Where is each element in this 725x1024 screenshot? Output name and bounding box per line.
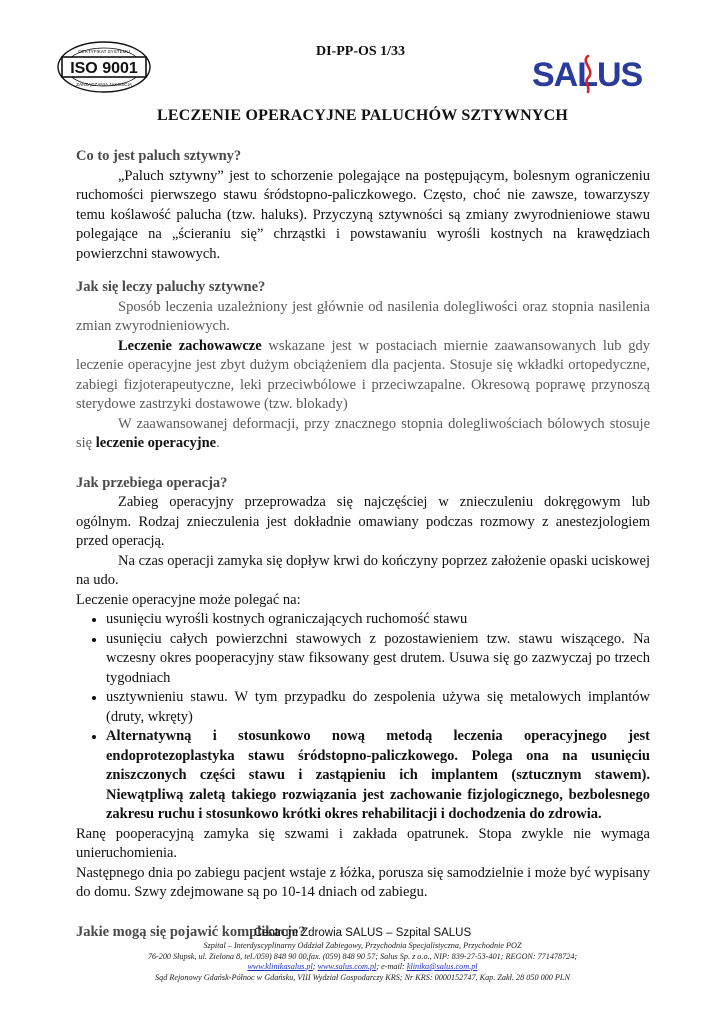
footer-address: 76-200 Słupsk, ul. Zielona 8, tel./059) 848 90 00,fax. (059) 848 90 57; Salus Sp. z o.o., NIP: 839-27-53-401; REGON: 771478724; — [147, 951, 578, 961]
svg-text:ZARZĄDZANIA JAKOŚCIĄ: ZARZĄDZANIA JAKOŚCIĄ — [76, 82, 132, 87]
salus-logo-icon — [530, 52, 654, 94]
document-code: DI-PP-OS 1/33 — [316, 44, 406, 59]
iso-9001-logo — [56, 40, 152, 94]
footer-departments: Szpital – Interdyscyplinarny Oddział Zabiegowy, Przychodnia Specjalistyczna, Przychodnie POZ — [203, 941, 522, 950]
list-item: • usunięciu wyrośli kostnych ograniczających ruchomość stawu — [106, 610, 650, 630]
svg-text:ISO 9001: ISO 9001 — [70, 60, 138, 77]
paragraph-discharge: Następnego dnia po zabiegu pacjent wstaje z łóżka, porusza się samodzielnie i może być wypisany do domu. Szwy zdejmowane są po 10-14 dniach od zabiegu. — [76, 864, 650, 900]
footer-organization-name: Centrum Zdrowia SALUS – Szpital SALUS — [253, 927, 472, 939]
section-heading-treatment: Jak się leczy paluchy sztywne? — [76, 279, 266, 295]
list-item: • usztywnieniu stawu. W tym przypadku do zespolenia używa się metalowych implantów (druty, wkręty) — [106, 688, 650, 727]
paragraph-surgical-treatment: W zaawansowanej deformacji, przy znacznego stopnia dolegliwościach bólowych stosuje się leczenie operacyjne. — [76, 415, 650, 451]
paragraph-treatment-intro: Sposób leczenia uzależniony jest głównie od nasilenia dolegliwości oraz stopnia nasilenia zmian zwyrodnieniowych. — [76, 298, 650, 334]
page-footer — [0, 927, 725, 983]
conservative-treatment-term: Leczenie zachowawcze — [118, 337, 262, 354]
svg-text:SALUS: SALUS — [532, 56, 643, 94]
website-link-salus[interactable]: www.salus.com.pl — [317, 962, 377, 971]
paragraph-options-intro: Leczenie operacyjne może polegać na: — [76, 591, 301, 608]
list-item: • usunięciu całych powierzchni stawowych z pozostawieniem tzw. stawu wiszącego. Na wczesny okres pooperacyjny staw fiksowany gest drutem. Usuwa się go zazwyczaj po trzech tygodniach — [106, 630, 650, 689]
salus-logo — [530, 52, 654, 94]
paragraph-conservative-treatment: Leczenie zachowawcze wskazane jest w postaciach miernie zaawansowanych lub gdy leczenie operacyjne jest zbyt dużym obciążeniem dla pacjenta. Stosuje się wkładki ortopedyczne, zabiegi fizjoterapeutyczne, leki przeciwbólowe i przeciwzapalne. Okresową poprawę przynoszą sterydowe zastrzyki dostawowe (tzw. blokady) — [76, 337, 650, 412]
list-item: • Alternatywną i stosunkowo nową metodą leczenia operacyjnego jest endoprotezoplastyka stawu śródstopno-paliczkowego. Polega ona na usunięciu zniszczonych części stawu i zastąpieniu ich implantem (sztucznym stawem). Niewątpliwą zaletą takiego rozwiązania jest zachowanie fizjologicznego, bezbolesnego zakresu ruchu i stosunkowo krótki okres rehabilitacji i dochodzenia do zdrowia. — [106, 727, 650, 825]
iso-badge-icon — [56, 40, 152, 94]
svg-text:CERTYFIKAT SYSTEMU: CERTYFIKAT SYSTEMU — [78, 49, 130, 54]
paragraph-definition: „Paluch sztywny” jest to schorzenie polegające na postępującym, bolesnym ograniczeniu ruchomości pierwszego stawu śródstopno-paliczkowego. Często, choć nie zawsze, towarzyszy temu koślawość palucha (tzw. haluks). Przyczyną sztywności są zmiany zwyrodnieniowe stawu polegające na „ścieraniu się” chrząstki i powstawaniu wyrośli kostnych na krawędziach powierzchni stawowych. — [76, 167, 650, 262]
paragraph-anesthesia: Zabieg operacyjny przeprowadza się najczęściej w znieczuleniu dokręgowym lub ogólnym. Rodzaj znieczulenia jest dokładnie omawiany podczas rozmowy z anestezjologiem przed operacją. — [76, 494, 650, 549]
footer-contacts: www.klinikasalus.pl; www.salus.com.pl; e-mail: klinika@salus.com.pl — [247, 962, 478, 971]
page-title: LECZENIE OPERACYJNE PALUCHÓW SZTYWNYCH — [156, 107, 569, 124]
surgical-treatment-term: leczenie operacyjne — [95, 435, 217, 451]
surgical-options-list — [76, 610, 650, 825]
paragraph-tourniquet: Na czas operacji zamyka się dopływ krwi do kończyny poprzez założenie opaski uciskowej na udo. — [76, 552, 650, 588]
footer-registry: Sąd Rejonowy Gdańsk-Północ w Gdańsku, VIII Wydział Gospodarczy KRS; Nr KRS: 0000152747, Kap. Zakł. 28 050 000 PLN — [155, 972, 570, 982]
section-heading-complications: Jakie mogą się pojawić komplikacje? — [76, 923, 306, 940]
section-heading-what-is: Co to jest paluch sztywny? — [76, 148, 242, 164]
paragraph-wound-closure: Ranę pooperacyjną zamyka się szwami i zakłada opatrunek. Stopa zwykle nie wymaga unieruchomienia. — [76, 825, 650, 861]
section-heading-operation: Jak przebiega operacja? — [76, 474, 228, 491]
document-body — [76, 147, 650, 942]
website-link-klinikasalus[interactable]: www.klinikasalus.pl — [247, 962, 313, 971]
email-link[interactable]: klinika@salus.com.pl — [406, 962, 478, 971]
